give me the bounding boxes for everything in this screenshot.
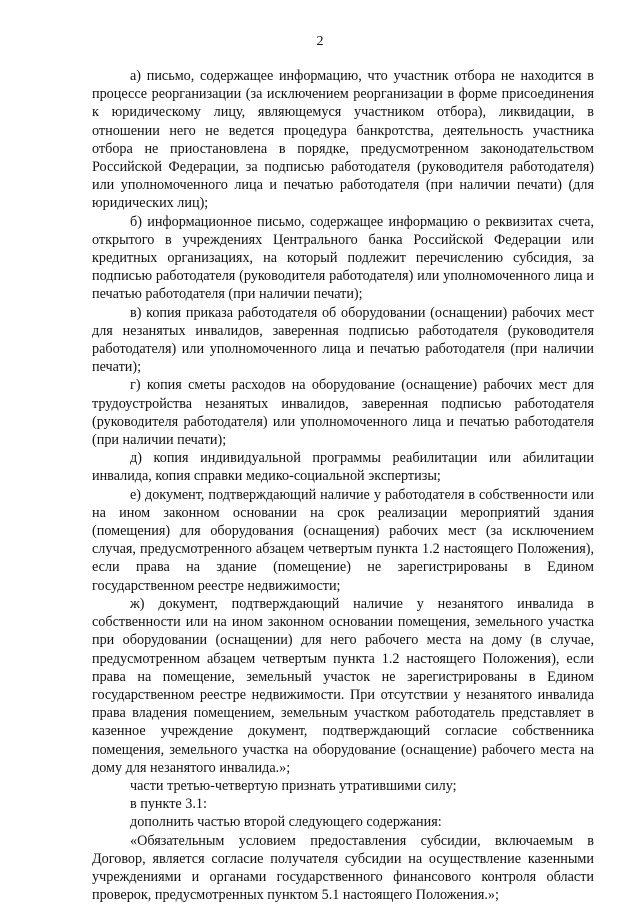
paragraph-v: в) копия приказа работодателя об оборудовании (оснащении) рабочих мест для незанятых инвалидов, заверенная подписью работодателя (руководителя работодателя) или уполномоченного лица и печатью работодателя (при наличии печати); bbox=[92, 304, 594, 376]
paragraph-condition: «Обязательным условием предоставления субсидии, включаемым в Договор, является согласие получателя субсидии на осуществление казенными учреждениями и органами государственного финансового контроля области проверок, предусмотренных пунктом 5.1 настоящего Положения.»; bbox=[92, 832, 594, 904]
document-body bbox=[92, 67, 594, 904]
paragraph-a: а) письмо, содержащее информацию, что участник отбора не находится в процессе реорганизации (за исключением реорганизации в форме присоединения к юридическому лицу, являющемуся участником отбора), ликвидации, в отношении него не ведется процедура банкротства, деятельность участника отбора не приостановлена в порядке, предусмотренном законодательством Российской Федерации, за подписью работодателя (руководителя работодателя) или уполномоченного лица и печатью работодателя (при наличии печати) (для юридических лиц); bbox=[92, 68, 594, 212]
paragraph-d: д) копия индивидуальной программы реабилитации или абилитации инвалида, копия справки медико-социальной экспертизы; bbox=[92, 450, 594, 485]
paragraph-repeal: части третью-четвертую признать утратившими силу; bbox=[130, 777, 457, 794]
paragraph-g: г) копия сметы расходов на оборудование (оснащение) рабочих мест для трудоустройства незанятых инвалидов, заверенная подписью работодателя (руководителя работодателя) или уполномоченного лица и печатью работодателя (при наличии печати); bbox=[92, 377, 594, 449]
paragraph-zh: ж) документ, подтверждающий наличие у незанятого инвалида в собственности или на ином законном основании помещения, земельного участка при оборудовании (оснащении) для него рабочего места на дому (в случае, предусмотренном абзацем четвертым пункта 1.2 настоящего Положения), если права на помещение, земельный участок не зарегистрированы в Едином государственном реестре недвижимости. При отсутствии у незанятого инвалида права владения помещением, земельным участком работодатель представляет в казенное учреждение документ, подтверждающий согласие собственника помещения, земельного участка на оборудование (оснащение) рабочего места на дому для незанятого инвалида.»; bbox=[92, 595, 594, 776]
page-number: 2 bbox=[316, 34, 324, 49]
paragraph-b: б) информационное письмо, содержащее информацию о реквизитах счета, открытого в учреждениях Центрального банка Российской Федерации или кредитных организациях, на который подлежит перечислению субсидия, за подписью работодателя (руководителя работодателя) или уполномоченного лица и печатью работодателя (при наличии печати); bbox=[92, 213, 594, 303]
paragraph-supplement: дополнить частью второй следующего содержания: bbox=[130, 814, 442, 831]
paragraph-e: е) документ, подтверждающий наличие у работодателя в собственности или на ином законном основании на срок реализации мероприятий здания (помещения) для оборудования (оснащения) рабочих мест (за исключением случая, предусмотренного абзацем четвертым пункта 1.2 настоящего Положения), если права на здание (помещение) не зарегистрированы в Едином государственном реестре недвижимости; bbox=[92, 486, 594, 594]
paragraph-point-3-1: в пункте 3.1: bbox=[130, 796, 207, 813]
